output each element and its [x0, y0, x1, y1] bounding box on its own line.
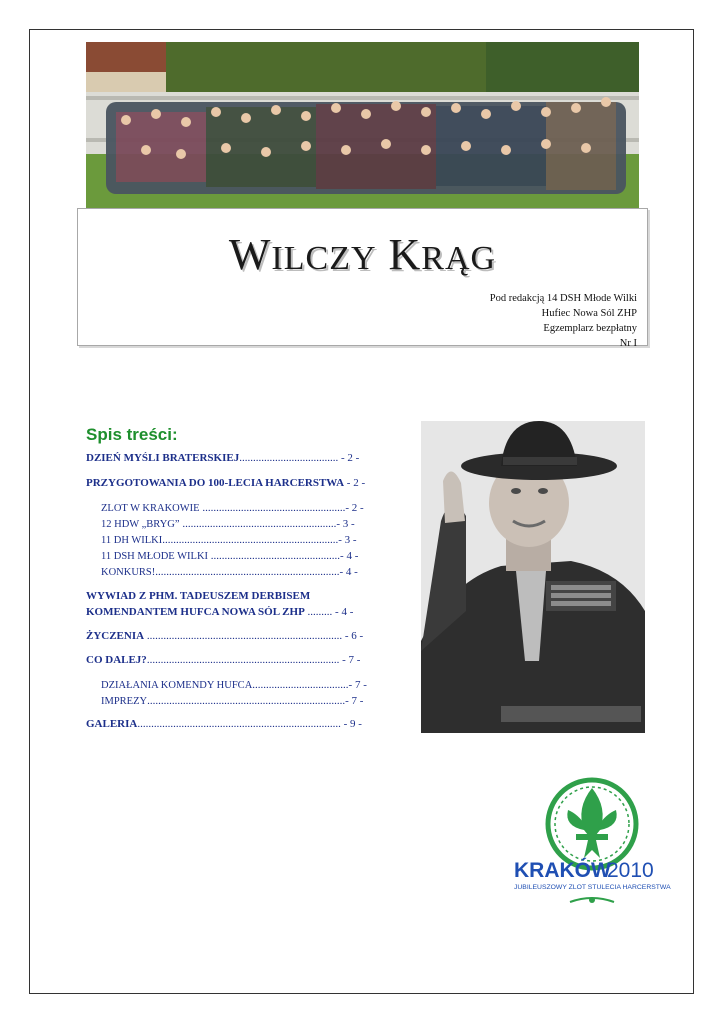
toc-entry-page: - 7 - [348, 679, 367, 691]
toc-entry-page: - 9 - [343, 718, 362, 730]
meta-editor: Pod redakcją 14 DSH Młode Wilki [489, 293, 637, 304]
toc-entry-page: - 6 - [344, 630, 364, 642]
toc-entry-leader: ........................................................................ [147, 695, 346, 707]
page-title [78, 229, 647, 280]
toc-entry-page: - 3 - [338, 534, 357, 546]
portrait-photo [421, 421, 645, 733]
toc-heading: Spis treści: [86, 425, 178, 444]
logo-city-text: KRAKÓW [514, 859, 611, 882]
toc-entry-leader: .................................... [239, 452, 339, 464]
toc-entry-label: 11 DH WILKI [101, 535, 163, 546]
toc-entry[interactable] [86, 718, 362, 730]
toc-entry-leader: .......................................................................... [137, 718, 341, 730]
meta-issue: Nr I [619, 338, 637, 349]
toc-entry-page: - 4 - [339, 566, 358, 578]
toc-entry-label: GALERIA [86, 718, 138, 730]
toc-entry-label: KONKURS! [101, 567, 156, 578]
toc-entry-label: ZLOT W KRAKOWIE [101, 503, 200, 514]
toc-entry-page: - 2 - [345, 502, 364, 514]
toc-subentry[interactable] [101, 502, 364, 514]
logo-tagline-text: JUBILEUSZOWY ZLOT STULECIA HARCERSTWA [514, 884, 671, 891]
toc-entry-label: PRZYGOTOWANIA DO 100-LECIA HARCERSTWA [86, 477, 345, 489]
toc-entry-label: DZIEŃ MYŚLI BRATERSKIEJ [86, 452, 240, 464]
logo-year-text: 2010 [607, 859, 654, 882]
toc-entry-label: KOMENDANTEM HUFCA NOWA SÓL ZHP [86, 606, 305, 618]
toc-entry-page: - 4 - [335, 606, 354, 618]
toc-entry-label: WYWIAD Z PHM. TADEUSZEM DERBISEM [86, 590, 311, 602]
toc-entry[interactable] [86, 654, 360, 666]
toc-entry-label: DZIAŁANIA KOMENDY HUFCA [101, 680, 253, 691]
toc-subentry[interactable] [101, 550, 358, 562]
toc-entry-page: - 2 - [346, 477, 366, 489]
toc-entry-label: ŻYCZENIA [86, 630, 145, 642]
title-rest-w: ILCZY [271, 240, 377, 277]
toc-subentry[interactable] [101, 695, 363, 707]
toc-entry-leader: ........................................................ [182, 518, 337, 530]
meta-price: Egzemplarz bezpłatny [543, 323, 637, 334]
title-rest-k: RĄG [421, 240, 497, 277]
toc-entry-page: - 2 - [340, 452, 360, 464]
toc-entry-label: 11 DSH MŁODE WILKI [101, 551, 209, 562]
toc-entry-leader: ......... [307, 606, 333, 618]
meta-district: Hufiec Nowa Sól ZHP [541, 308, 637, 319]
toc-entry-leader: .................................................... [202, 502, 346, 514]
toc-entry[interactable] [86, 606, 353, 618]
masthead [77, 208, 648, 349]
toc-entry-leader: ....................................................................... [146, 630, 343, 642]
toc-entry[interactable] [86, 452, 359, 464]
toc-entry[interactable] [86, 590, 310, 602]
toc-entry-leader: ............................................... [210, 550, 341, 562]
toc-entry-label: CO DALEJ? [86, 654, 147, 666]
toc-entry-label: 12 HDW „BRYG” [101, 519, 180, 530]
toc-entry-leader: ...................................................................... [146, 654, 340, 666]
publication-info [490, 291, 637, 351]
title-initial-w: W [228, 230, 272, 279]
toc-entry[interactable] [86, 477, 365, 489]
group-photo [86, 42, 639, 208]
toc-subentry[interactable] [101, 566, 358, 578]
title-initial-k: K [388, 230, 422, 279]
krakow-2010-logo [508, 770, 672, 910]
toc-entry[interactable] [86, 630, 363, 642]
toc-entry-leader: ................................... [252, 679, 349, 691]
toc-subentry[interactable] [101, 534, 357, 546]
toc-entry-leader: ................................................................ [162, 534, 339, 546]
toc-subentry[interactable] [101, 679, 367, 691]
toc-entry-page: - 4 - [340, 550, 359, 562]
toc-entry-page: - 7 - [342, 654, 361, 666]
toc-subentry[interactable] [101, 518, 355, 530]
toc-entry-label: IMPREZY [101, 696, 148, 707]
toc-entry-leader: ................................................................... [155, 566, 340, 578]
toc-entry-page: - 7 - [345, 695, 364, 707]
toc-entry-page: - 3 - [336, 518, 355, 530]
